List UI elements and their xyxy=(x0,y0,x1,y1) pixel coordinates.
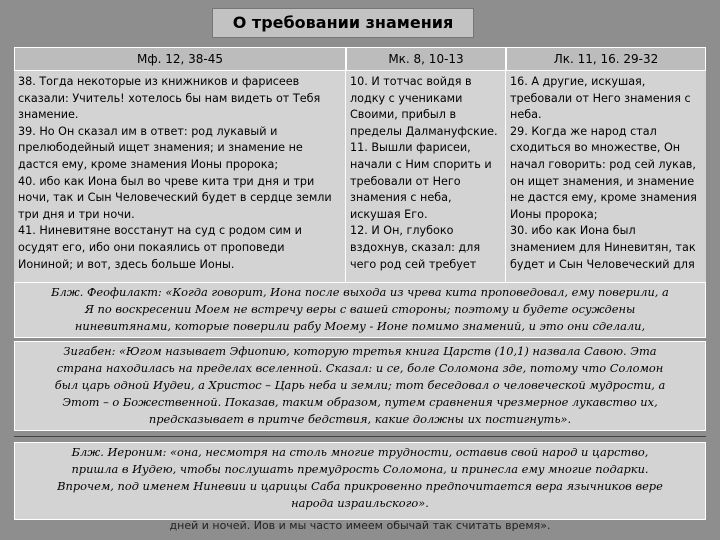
text-line: вздохнув, сказал: для xyxy=(350,240,481,254)
bottom-fragment: дней и ночей. Иов и мы часто имеем обычай так считать время». xyxy=(169,519,551,532)
column-header-matthew: Мф. 12, 38-45 xyxy=(14,47,346,71)
text-line: 10. И тотчас войдя в xyxy=(350,75,472,88)
commentary-jerome xyxy=(14,442,706,520)
text-line: сказали: Учитель! хотелось бы нам видеть от Тебя xyxy=(18,91,321,105)
text-line: пределы Далмануфские. xyxy=(350,124,498,138)
comment-line: пришла в Иудею, чтобы послушать премудрость Соломона, и принесла ему многие подарки. xyxy=(71,462,649,476)
comment-line: Блж. Феофилакт: «Когда говорит, Иона после выхода из чрева кита проповедовал, ему поверили, а xyxy=(51,285,669,299)
comment-line: Блж. Иероним: «она, несмотря на столь многие трудности, оставив свой народ и царство, xyxy=(71,445,649,459)
gospel-table xyxy=(14,47,706,285)
text-line: 30. ибо как Иона был xyxy=(510,224,636,238)
text-line: требовали от Него xyxy=(350,174,461,188)
comment-line: предсказывает в притче бедствия, какие должны их постигнуть». xyxy=(148,412,572,426)
text-line: знамение. xyxy=(18,108,79,122)
comment-line: народа израильского». xyxy=(291,496,429,510)
text-line: три дня и три ночи. xyxy=(18,207,135,221)
comment-line: Я по воскресении Моем не встречу веры с вашей стороны; поэтому и будете осуждены xyxy=(84,302,636,316)
comment-line: Впрочем, под именем Ниневии и царицы Саба прикровенно предпочитается вера язычников вере xyxy=(57,479,663,493)
comment-line: Зигабен: «Югом называет Эфиопию, которую третья книга Царств (10,1) назвала Савою. Эта xyxy=(63,344,657,358)
comment-line: страна находилась на пределах вселенной. Сказал: и се, боле Соломона зде, потому что Соломон xyxy=(56,361,664,375)
text-line: не дастся ему, кроме знамения xyxy=(510,191,697,205)
slide-title: О требовании знамения xyxy=(212,8,474,38)
text-line: 29. Когда же народ стал xyxy=(510,124,657,138)
text-line: дастся ему, кроме знамения Ионы пророка; xyxy=(18,157,279,171)
text-line: прелюбодейный ищет знамения; и знамение не xyxy=(18,141,303,155)
text-line: 38. Тогда некоторые из книжников и фарисеев xyxy=(18,75,300,88)
text-line: ночи, так и Сын Человеческий будет в сердце земли xyxy=(18,191,332,205)
text-line: Ионы пророка; xyxy=(510,207,598,221)
text-line: 40. ибо как Иона был во чреве кита три дня и три xyxy=(18,174,315,188)
text-line: 41. Ниневитяне восстанут на суд с родом сим и xyxy=(18,224,302,238)
text-line: он ищет знамения, и знамение xyxy=(510,174,695,188)
column-body-luke xyxy=(506,71,706,285)
text-line: требовали от Него знамения с xyxy=(510,91,691,105)
text-line: 39. Но Он сказал им в ответ: род лукавый и xyxy=(18,124,278,138)
text-line: начал говорить: род сей лукав, xyxy=(510,157,696,171)
text-line: сходиться во множестве, Он xyxy=(510,141,681,155)
comment-line: Этот – о Божественной. Показав, таким образом, путем сравнения чрезмерное лукавство их, xyxy=(62,395,658,409)
commentary-zigaben xyxy=(14,341,706,431)
text-line: лодку с учениками xyxy=(350,91,463,105)
text-line: искушая Его. xyxy=(350,207,428,221)
text-line: Иониной; и вот, здесь больше Ионы. xyxy=(18,257,235,271)
comment-line: был царь одной Иудеи, а Христос – Царь неба и земли; тот беседовал о человеческой мудрости, а xyxy=(54,378,666,392)
column-header-mark: Мк. 8, 10-13 xyxy=(346,47,506,71)
text-line: знамения с неба, xyxy=(350,191,452,205)
text-line: чего род сей требует xyxy=(350,257,477,271)
column-body-mark xyxy=(346,71,506,285)
text-line: знамением для Ниневитян, так xyxy=(510,240,696,254)
commentary-theophylact xyxy=(14,282,706,338)
divider xyxy=(14,436,706,437)
text-line: осудят его, ибо они покаялись от проповеди xyxy=(18,240,285,254)
text-line: 11. Вышли фарисеи, xyxy=(350,141,471,155)
text-line: начали с Ним спорить и xyxy=(350,157,492,171)
text-line: Своими, прибыл в xyxy=(350,108,457,122)
text-line: 12. И Он, глубоко xyxy=(350,224,454,238)
column-body-matthew xyxy=(14,71,346,285)
comment-line: ниневитянами, которые поверили рабу Моему - Ионе помимо знамений, и это они сделали, xyxy=(74,319,646,333)
text-line: будет и Сын Человеческий для xyxy=(510,257,695,271)
text-line: 16. А другие, искушая, xyxy=(510,75,646,88)
text-line: неба. xyxy=(510,108,542,122)
column-header-luke: Лк. 11, 16. 29-32 xyxy=(506,47,706,71)
